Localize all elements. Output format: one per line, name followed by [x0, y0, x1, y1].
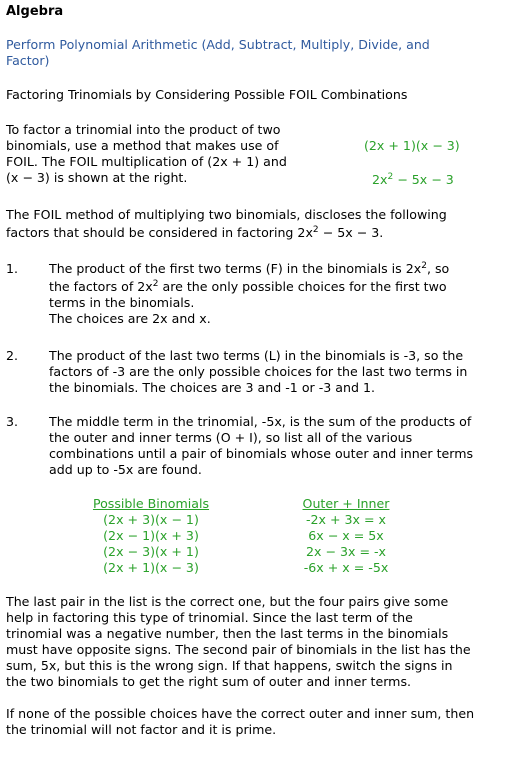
sum-row: 6x − x = 5x [308, 528, 384, 543]
binomial-row: (2x + 3)(x − 1) [103, 512, 199, 527]
intro-line-2: binomials, use a method that makes use of [6, 138, 279, 153]
foil-para-line-2: factors that should be considered in factoring $2x^2 - 5x - 3$. [6, 225, 384, 240]
intro-line-3: FOIL. The FOIL multiplication of (2x + 1) and [6, 154, 287, 169]
binomial-row: (2x − 1)(x + 3) [103, 528, 199, 543]
step-1-number: 1. [6, 261, 19, 276]
outer-inner-column [290, 496, 402, 576]
binomial-row: (2x + 1)(x − 3) [103, 560, 199, 575]
outer-inner-header: Outer + Inner [302, 496, 390, 511]
binomial-row: (2x − 3)(x + 1) [103, 544, 199, 559]
foil-example-product: (2x + 1)(x − 3) [364, 138, 460, 153]
page-subtitle: Perform Polynomial Arithmetic (Add, Subtract, Multiply, Divide, and Factor) [6, 37, 430, 68]
final-paragraph: If none of the possible choices have the correct outer and inner sum, then the trinomial will not factor and it is prime. [6, 706, 475, 737]
step-2-text: The product of the last two terms (L) in the binomials is -3, so the factors of -3 are the only possible choices for the last two terms in the binomials. The choices are 3 and -1 or -3 and 1. [49, 348, 468, 395]
foil-para-line-1: The FOIL method of multiplying two binomials, discloses the following [6, 207, 447, 222]
sum-row: 2x − 3x = -x [305, 544, 387, 559]
binomials-column [86, 496, 216, 576]
sum-row: -6x + x = -5x [303, 560, 389, 575]
binomials-header: Possible Binomials [92, 496, 210, 511]
foil-example-result: $2x^2 - 5x - 3$ [372, 172, 454, 187]
step-2-number: 2. [6, 348, 19, 363]
step-3-text: The middle term in the trinomial, -5x, is the sum of the products of the outer and inner terms (O + I), so list all of the various combinations until a pair of binomials whose outer and inner terms add up to -5x are found. [49, 414, 474, 477]
conclusion-paragraph: The last pair in the list is the correct one, but the four pairs give some help in factoring this type of trinomial. Since the last term of the trinomial was a negative number, then the last terms in the binomials must have opposite signs. The second pair of binomials in the list has the sum, 5x, but this is the wrong sign. If that happens, switch the signs in the two binomials to get the right sum of outer and inner terms. [6, 594, 471, 689]
step-3-number: 3. [6, 414, 19, 429]
intro-line-4: (x − 3) is shown at the right. [6, 170, 188, 185]
page-title: Algebra [6, 4, 64, 19]
step-1-text: The product of the first two terms (F) in the binomials is $2x^2$, so the factors of $2x^2$ are the only possible choices for the first two terms in the binomials. The choices are 2x and x. [49, 261, 450, 326]
intro-line-1: To factor a trinomial into the product of two [6, 122, 281, 137]
section-heading: Factoring Trinomials by Considering Possible FOIL Combinations [6, 87, 408, 102]
sum-row: -2x + 3x = x [305, 512, 387, 527]
